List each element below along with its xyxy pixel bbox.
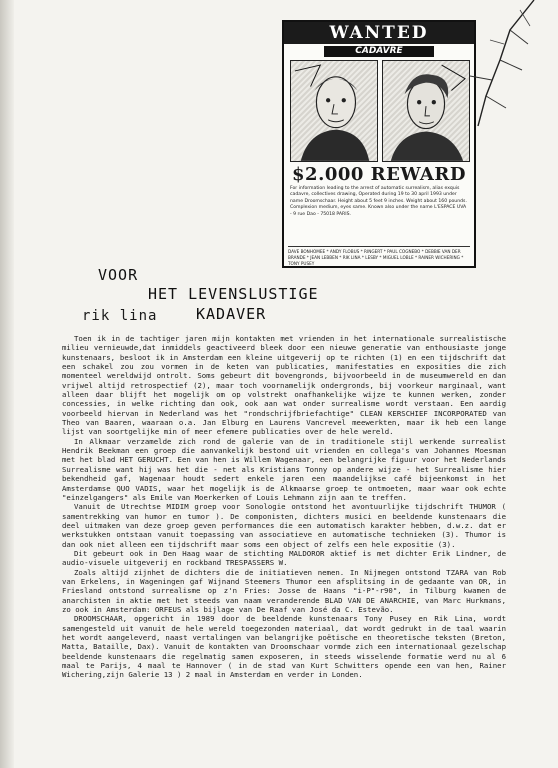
title-line-2: HET LEVENSLUSTIGE (148, 285, 319, 303)
wanted-poster (282, 20, 476, 268)
poster-reward: $2.000 REWARD (292, 164, 466, 185)
poster-portrait-left (290, 60, 378, 162)
article-paragraph: In Alkmaar verzamelde zich rond de galerie van de in traditionele stijl werkende surrealist Hendrik Beekman een groep die aanvankelijk bestond uit vrienden en collega's van Johannes Moesman met het blad HET GERUCHT. Een van hen is Willem Wagenaar, een belangrijke figuur voor het Nederlands Surrealisme want hij was het die - net als Kristians Tonny op andere wijze - het Surrealisme hier bekendheid gaf, Wagenaar houdt sedert enkele jaren een maandelijkse café bijeenkomst in het Amsterdamse QUO VADIS, waar het mogelijk is de Alkmaarse groep te ontmoeten, maar waar ook echte "einzelgangers" als Emile van Moerkerken of Louis Lehmann zijn aan te treffen. (62, 436, 506, 502)
article-paragraph: Toen ik in de tachtiger jaren mijn kontakten met vrienden in het internationale surrealistische milieu vernieuwde,dat inmiddels geactiveerd bleek door een nieuwe generatie van enthousiaste jonge kunstenaars, besloot ik in Amsterdam een kleine uitgeverij op te richten (1) en een tijdschrift dat een schakel zou zou vormen in de keten van publicaties, manifestaties en exposities die zich momenteel wereldwijd ontrolt. Soms gebeurt dit bovengronds, bijvoorbeeld in de museumwereld en dan vrijwel altijd retrospectief (2), maar toch voornamelijk ondergronds, bij voorkeur marginaal, want alleen daar blijft het mogelijk om op volstrekt onafhankelijke wijze te kunnen werken, zonder concessies, in welke richting dan ook, ook aan wat onder surrealisme wordt verstaan. Een aardig voorbeeld hiervan in Nederland was het "rondschrijfbriefachtige" CLEAN KERSCHIEF INCORPORATED van Theo van Baaren, waaraan o.a. Jan Elburg en Laurens Vancrevel meewerkten, maar ik heb een lange lijst van soortgelijke min of meer efemere publicaties over de hele wereld. (62, 334, 506, 437)
title-line-3: KADAVER (196, 305, 267, 323)
poster-subtitle: CADAVRE (324, 46, 434, 57)
poster-info-text: For information leading to the arrest of automatic surrealism, alias exquis cadavre, collectives drawing, Operated during 19 to 30 april 1993 under name Droomschaar. Height about 5 feet 9 inches. Weight about 160 pounds. Complexion medium, eyes same. Known also under the name L'ESPACE UVA - 9 rue Dao - 75018 PARIS. (290, 186, 467, 217)
page-edge (0, 0, 14, 768)
poster-names-list: DAVE BONHOMEE * ANDY FLOBUS * RINGERT * PAUL COGNEBO * DEBBIE VAN DER BRANDE * JEAN LEBBEN * RIK LINA * LESBY * MIGUEL LOBLE * RAINER WICHERING * TONY PUSEY (288, 246, 470, 268)
article-paragraph: Vanuit de Utrechtse MIDIM groep voor Sonologie ontstond het avontuurlijke tijdschrift THUMOR ( samentrekking van humor en tumor ). De componisten, dichters musici en beeldende kunstenaars die deel uitmaken van deze groep geven performances die een automatisch karakter hebben, d.w.z. dat er werkstukken ontstaan vanuit toepassing van associatieve en automatische technieken (3). Thumor is dan ook niet alleen een tijdschrift maar soms een object of zelfs een hele expositie (3). (62, 502, 506, 549)
portrait-right-drawing (383, 61, 469, 161)
author-name: rik lina (82, 308, 158, 324)
portrait-left-drawing (291, 61, 377, 161)
title-line-1: VOOR (98, 266, 139, 284)
article-paragraph: Dit gebeurt ook in Den Haag waar de stichting MALDOROR aktief is met dichter Erik Lindner, de audio-visuele uitgeverij en rockband TRESPASSERS W. (62, 548, 506, 568)
article-paragraph: DROOMSCHAAR, opgericht in 1989 door de beeldende kunstenaars Tony Pusey en Rik Lina, wordt samengesteld uit vanuit de hele wereld toegezonden materiaal, dat wordt gedrukt in de taal waarin het wordt aangeleverd, naast vertalingen van belangrijke poëtische en theoretische teksten (Breton, Matta, Bataille, Dax). Vanuit de kontakten van Droomschaar vormde zich een internationaal gezelschap beeldende kunstenaars die regelmatig samen exposeren, in steeds wisselende formatie werd nu al 6 maal te Parijs, 4 maal te Hannover ( in de stad van Kurt Schwitters opende een van hen, Rainer Wichering,zijn Galerie 13 ) 2 maal in Amsterdam en verder in Londen. (62, 614, 506, 680)
article-paragraph: Zoals altijd zijnhet de dichters die de initiatieven nemen. In Nijmegen ontstond TZARA van Rob van Erkelens, in Wageningen gaf Wijnand Steemers Thumor een afsplitsing in de gedaante van OR, in Friesland ontstond surrealisme op z'n Fries: Josse de Haans "i-P"-r90", in Tilburg kwamen de anarchisten in aktie met het steeds van naam veranderende BLAD VAN DE ANARCHIE, van Marc Hurkmans, zo ook in Amsterdam: ORFEUS als bijlage van De Raaf van José da C. Estevão. (62, 567, 506, 614)
article-body (62, 334, 506, 680)
poster-portrait-right (382, 60, 470, 162)
poster-wanted-heading: WANTED (284, 22, 474, 44)
